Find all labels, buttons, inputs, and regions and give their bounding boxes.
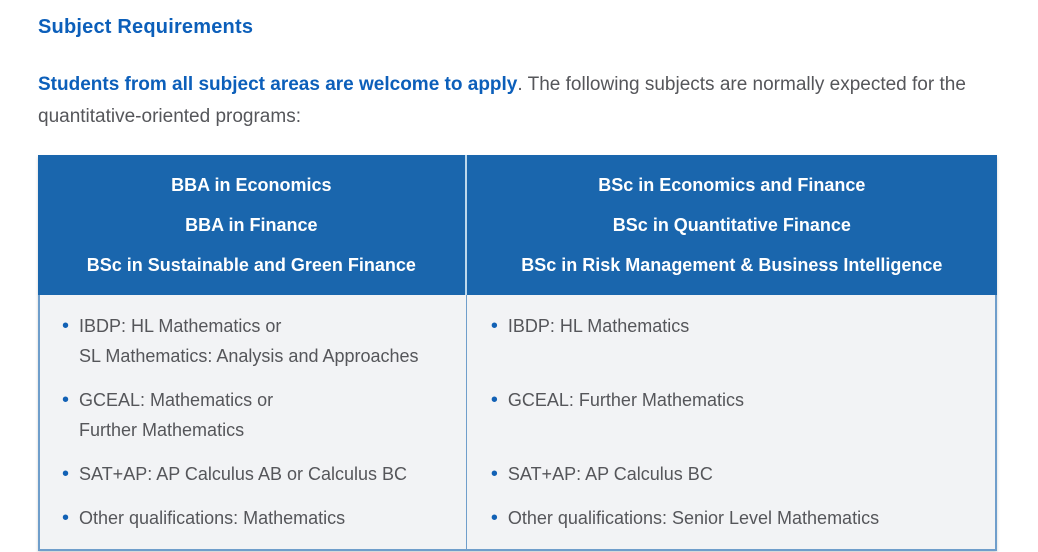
- requirement-line: SAT+AP: AP Calculus AB or Calculus BC: [79, 464, 407, 484]
- intro-emphasis: Students from all subject areas are welcome to apply: [38, 74, 518, 95]
- requirement-text: [508, 503, 879, 533]
- requirement-text: [508, 385, 744, 415]
- program-name: BBA in Economics: [171, 175, 332, 195]
- requirement-line: GCEAL: Mathematics or: [79, 390, 274, 410]
- bullet-icon: •: [62, 315, 70, 337]
- program-name: BBA in Finance: [185, 215, 318, 235]
- requirement-item: [467, 378, 995, 452]
- requirement-item: [40, 496, 467, 549]
- requirements-table: [38, 155, 997, 551]
- table-header: [38, 155, 997, 295]
- table-header-cell-right: [467, 155, 997, 295]
- requirement-line: SL Mathematics: Analysis and Approaches: [79, 346, 419, 366]
- requirement-text: [79, 503, 345, 533]
- requirement-line: Other qualifications: Mathematics: [79, 508, 346, 528]
- bullet-icon: •: [490, 507, 498, 529]
- requirement-line: SAT+AP: AP Calculus BC: [507, 464, 713, 484]
- table-header-cell-left: [38, 155, 467, 295]
- requirement-text: [79, 459, 407, 489]
- requirement-line: IBDP: HL Mathematics or: [79, 316, 282, 336]
- requirement-item: [40, 452, 467, 496]
- requirement-line: Other qualifications: Senior Level Mathematics: [507, 508, 880, 528]
- bullet-icon: •: [490, 463, 498, 485]
- table-body: [40, 295, 995, 549]
- requirement-item: [40, 295, 467, 378]
- bullet-icon: •: [490, 315, 498, 337]
- requirement-line: GCEAL: Further Mathematics: [507, 390, 744, 410]
- requirement-text: [508, 459, 713, 489]
- bullet-icon: •: [62, 463, 70, 485]
- intro-paragraph: [38, 69, 983, 133]
- bullet-icon: •: [62, 389, 70, 411]
- requirement-item: [467, 496, 995, 549]
- requirement-text: [79, 385, 273, 445]
- bullet-icon: •: [490, 389, 498, 411]
- intro-text: . The following subjects are normally expected for the quantitative-oriented programs:: [38, 74, 966, 127]
- program-name: BSc in Risk Management & Business Intelligence: [521, 255, 943, 275]
- program-name: BSc in Quantitative Finance: [612, 215, 851, 235]
- requirement-line: IBDP: HL Mathematics: [507, 316, 690, 336]
- page-title: Subject Requirements: [38, 16, 254, 38]
- program-name: BSc in Sustainable and Green Finance: [86, 255, 416, 275]
- requirement-text: [508, 311, 689, 341]
- requirement-item: [467, 452, 995, 496]
- bullet-icon: •: [62, 507, 70, 529]
- program-name: BSc in Economics and Finance: [598, 175, 866, 195]
- requirement-text: [79, 311, 419, 371]
- requirement-line: Further Mathematics: [79, 420, 245, 440]
- requirement-item: [40, 378, 467, 452]
- requirement-item: [467, 295, 995, 378]
